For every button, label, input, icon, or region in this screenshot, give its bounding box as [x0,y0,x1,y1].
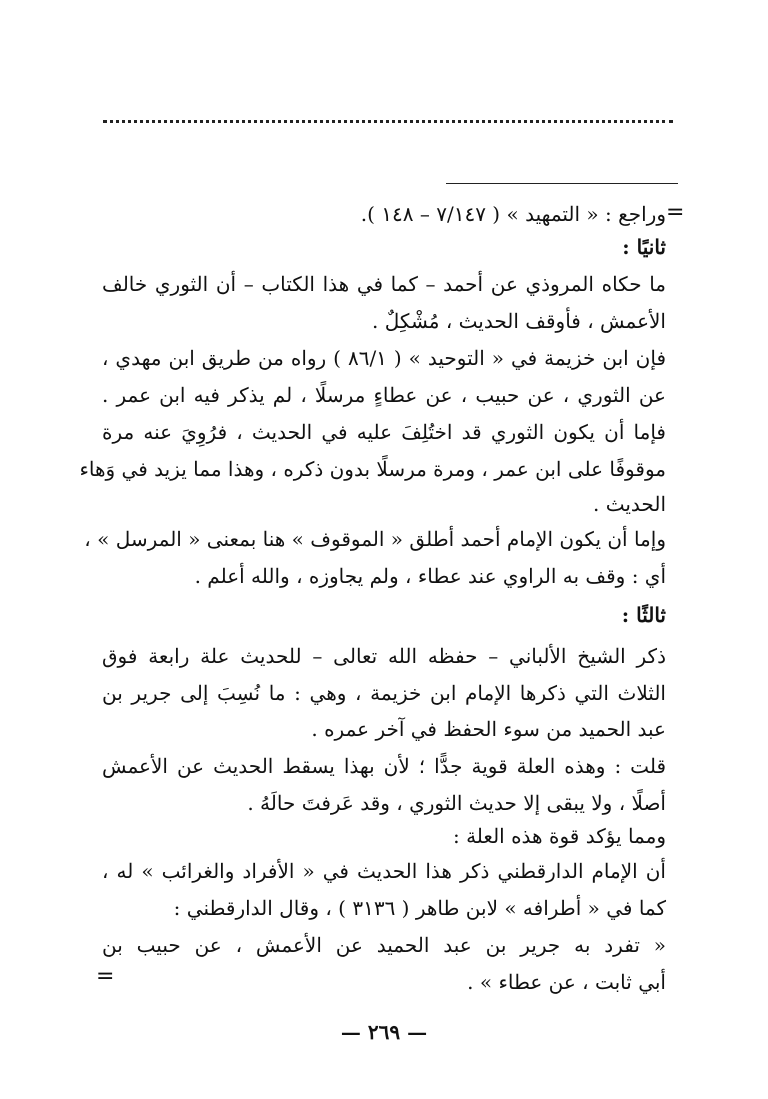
text-line-3: ما حكاه المروذي عن أحمد – كما في هذا الكتاب – أن الثوري خالف [102,272,666,296]
section-heading-second: ثانيًا : [622,235,666,259]
text-line-18: ومما يؤكد قوة هذه العلة : [452,824,666,848]
text-line-5: فإن ابن خزيمة في « التوحيد » ( ٨٦/١ ) رواه من طريق ابن مهدي ، [102,346,667,370]
text-line-14: الثلاث التي ذكرها الإمام ابن خزيمة ، وهي : ما نُسِبَ إلى جرير بن [102,681,666,705]
continuation-mark-top: = [666,200,685,225]
page-number: — ٢٦٩ — [340,1020,428,1044]
text-line-17: أصلًا ، ولا يبقى إلا حديث الثوري ، وقد عَرفتَ حالَهُ . [247,791,666,815]
text-line-4: الأعمش ، فأوقف الحديث ، مُشْكِلٌ . [372,309,666,333]
text-line-21: « تفرد به جرير بن عبد الحميد عن الأعمش ، عن حبيب بن [102,933,666,957]
section-heading-third: ثالثًا : [621,603,666,627]
text-line-15: عبد الحميد من سوء الحفظ في آخر عمره . [311,717,666,741]
text-line-8: موقوفًا على ابن عمر ، ومرة مرسلًا بدون ذكره ، وهذا مما يزيد في وَهاء [79,457,666,481]
text-line-7: فإما أن يكون الثوري قد اختُلِفَ عليه في الحديث ، فرُوِيَ عنه مرة [102,420,666,444]
footnote-separator [446,183,678,184]
header-dotted-separator [103,120,673,123]
text-line-13: ذكر الشيخ الألباني – حفظه الله تعالى – للحديث علة رابعة فوق [102,644,666,668]
text-line-11: أي : وقف به الراوي عند عطاء ، ولم يجاوزه ، والله أعلم . [194,564,666,588]
text-line-20: كما في « أطرافه » لابن طاهر ( ٣١٣٦ ) ، وقال الدارقطني : [173,896,666,920]
text-line-22: أبي ثابت ، عن عطاء » . [467,970,666,994]
text-line-10: وإما أن يكون الإمام أحمد أطلق « الموقوف » هنا بمعنى « المرسل » ، [84,527,666,551]
text-line-9: الحديث . [593,492,666,516]
text-line-6: عن الثوري ، عن حبيب ، عن عطاءٍ مرسلًا ، لم يذكر فيه ابن عمر . [102,383,666,407]
text-line-1: وراجع : « التمهيد » ( ٧/١٤٧ – ١٤٨ ). [360,202,666,226]
continuation-mark-bottom: = [96,964,115,989]
text-line-19: أن الإمام الدارقطني ذكر هذا الحديث في « الأفراد والغرائب » له ، [102,859,666,883]
text-line-16: قلت : وهذه العلة قوية جدًّا ؛ لأن بهذا يسقط الحديث عن الأعمش [102,754,666,778]
